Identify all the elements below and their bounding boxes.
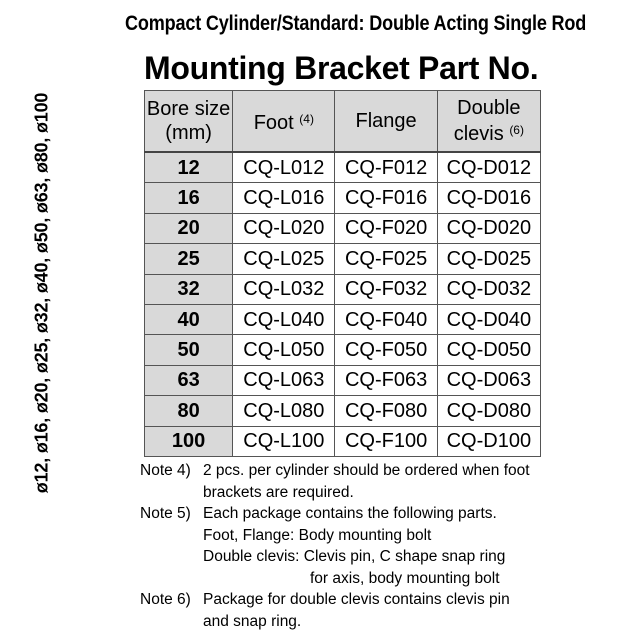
table-row [145,152,541,183]
double-clevis-part-cell: CQ-D032 [437,274,540,304]
double-clevis-part-cell: CQ-D050 [437,335,540,365]
note-line: Package for double clevis contains clevis pin [203,591,510,608]
table-row [145,274,541,304]
double-clevis-header-line1: Double [457,97,521,119]
foot-header-label: Foot [253,112,294,134]
page-header-title: Compact Cylinder/Standard: Double Acting Single Rod [125,12,587,35]
bore-size-cell: 25 [145,244,233,274]
column-header-foot [233,91,335,153]
flange-part-cell: CQ-F032 [335,274,437,304]
double-clevis-part-cell: CQ-D020 [437,213,540,243]
table-row [145,426,541,456]
table-header-row [145,91,541,153]
table-row [145,244,541,274]
foot-part-cell: CQ-L050 [233,335,335,365]
flange-part-cell: CQ-F100 [335,426,437,456]
foot-part-cell: CQ-L025 [233,244,335,274]
note-6 [140,589,610,632]
table-row [145,335,541,365]
flange-part-cell: CQ-F020 [335,213,437,243]
double-clevis-part-cell: CQ-D040 [437,304,540,334]
note-line: Foot, Flange: Body mounting bolt [203,526,432,544]
column-header-flange [335,91,437,153]
bore-size-header-label: Bore size [146,98,231,120]
bore-size-cell: 16 [145,183,233,213]
note-line: 2 pcs. per cylinder should be ordered when foot [203,462,530,479]
double-clevis-note-ref: (6) [509,123,524,137]
note-label: Note 6) [140,591,191,608]
note-body [203,460,610,503]
flange-part-cell: CQ-F025 [335,244,437,274]
flange-part-cell: CQ-F016 [335,183,437,213]
note-body [203,589,610,632]
flange-header-label: Flange [355,110,417,132]
double-clevis-part-cell: CQ-D063 [437,365,540,395]
table-row [145,213,541,243]
flange-part-cell: CQ-F040 [335,304,437,334]
bore-size-cell: 32 [145,274,233,304]
double-clevis-part-cell: CQ-D025 [437,244,540,274]
note-line: brackets are required. [203,483,354,501]
note-line: Each package contains the following parts. [203,505,497,522]
note-4 [140,460,610,503]
bore-size-cell: 100 [145,426,233,456]
column-header-bore-size [145,91,233,153]
table-row [145,183,541,213]
table-row [145,365,541,395]
bore-size-cell: 63 [145,365,233,395]
flange-part-cell: CQ-F063 [335,365,437,395]
bore-size-cell: 20 [145,213,233,243]
bore-size-cell: 12 [145,152,233,183]
foot-part-cell: CQ-L032 [233,274,335,304]
bore-size-cell: 40 [145,304,233,334]
page-title: Mounting Bracket Part No. [144,50,539,86]
double-clevis-part-cell: CQ-D100 [437,426,540,456]
foot-part-cell: CQ-L080 [233,396,335,426]
bore-size-cell: 80 [145,396,233,426]
note-label: Note 5) [140,505,191,522]
double-clevis-header-line2: clevis [453,123,504,145]
table-row [145,396,541,426]
flange-part-cell: CQ-F050 [335,335,437,365]
table-row [145,304,541,334]
note-5 [140,503,610,589]
note-line: and snap ring. [203,612,302,630]
foot-note-ref: (4) [299,112,314,126]
double-clevis-part-cell: CQ-D016 [437,183,540,213]
note-line: for axis, body mounting bolt [310,569,500,587]
column-header-double-clevis [437,91,540,153]
double-clevis-part-cell: CQ-D012 [437,152,540,183]
foot-part-cell: CQ-L040 [233,304,335,334]
flange-part-cell: CQ-F012 [335,152,437,183]
note-body [203,503,610,589]
foot-part-cell: CQ-L012 [233,152,335,183]
foot-part-cell: CQ-L100 [233,426,335,456]
foot-part-cell: CQ-L063 [233,365,335,395]
foot-part-cell: CQ-L020 [233,213,335,243]
bore-size-header-unit: (mm) [165,122,212,144]
mounting-bracket-table [144,90,541,457]
foot-part-cell: CQ-L016 [233,183,335,213]
flange-part-cell: CQ-F080 [335,396,437,426]
double-clevis-part-cell: CQ-D080 [437,396,540,426]
notes-section [140,460,610,632]
note-label: Note 4) [140,462,191,479]
note-line: Double clevis: Clevis pin, C shape snap ring [203,548,506,565]
bore-size-side-label: ø12, ø16, ø20, ø25, ø32, ø40, ø50, ø63, ø80, ø100 [31,92,52,494]
bore-size-cell: 50 [145,335,233,365]
